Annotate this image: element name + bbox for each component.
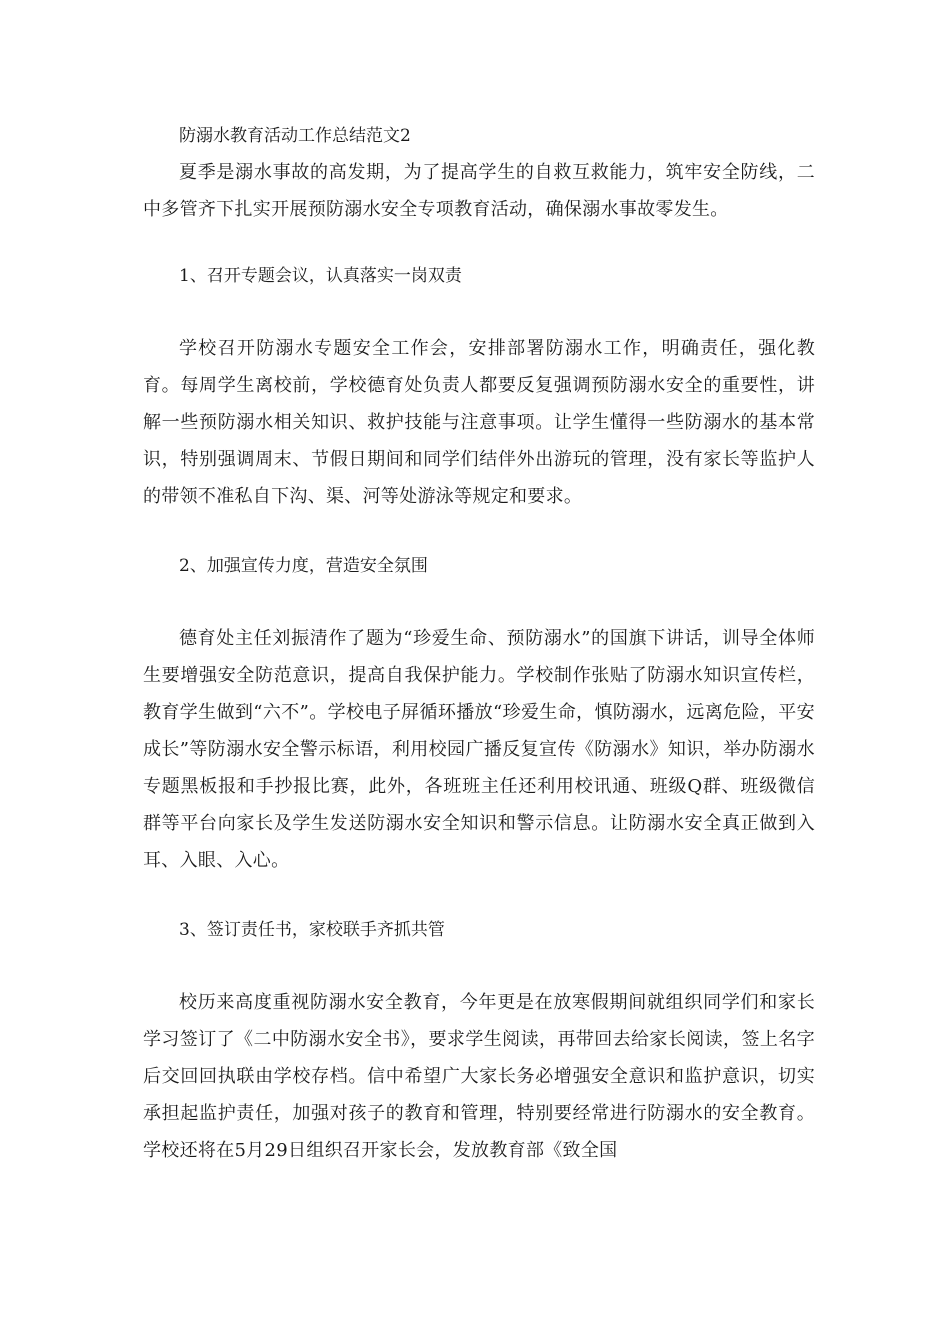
spacer <box>143 585 815 620</box>
spacer <box>143 879 815 912</box>
spacer <box>143 949 815 984</box>
spacer <box>143 295 815 330</box>
document-title: 防溺水教育活动工作总结范文2 <box>179 126 411 146</box>
spacer <box>143 228 815 258</box>
section-heading-3: 3、签订责任书，家校联手齐抓共管 <box>179 920 445 940</box>
section-heading-2: 2、加强宣传力度，营造安全氛围 <box>179 556 428 576</box>
section-body-1: 学校召开防溺水专题安全工作会，安排部署防溺水工作，明确责任，强化教育。每周学生离校前，学校德育处负责人都要反复强调预防溺水安全的重要性，讲解一些预防溺水相关知识、救护技能与注意事项。让学生懂得一些防溺水的基本常识，特别强调周末、节假日期间和同学们结伴外出游玩的管理，没有家长等监护人的带领不准私自下沟、渠、河等处游泳等规定和要求。 <box>143 338 815 507</box>
section-heading-1: 1、召开专题会议，认真落实一岗双责 <box>179 266 462 286</box>
spacer <box>143 515 815 548</box>
intro-paragraph: 夏季是溺水事故的高发期，为了提高学生的自救互救能力，筑牢安全防线，二中多管齐下扎实开展预防溺水安全专项教育活动，确保溺水事故零发生。 <box>143 162 815 220</box>
document-body <box>143 118 815 1169</box>
section-body-3: 校历来高度重视防溺水安全教育，今年更是在放寒假期间就组织同学们和家长学习签订了《二中防溺水安全书》，要求学生阅读，再带回去给家长阅读，签上名字后交回回执联由学校存档。信中希望广大家长务必增强安全意识和监护意识，切实承担起监护责任，加强对孩子的教育和管理，特别要经常进行防溺水的安全教育。学校还将在5月29日组织召开家长会，发放教育部《致全国 <box>143 992 815 1161</box>
section-body-2: 德育处主任刘振清作了题为“珍爱生命、预防溺水”的国旗下讲话，训导全体师生要增强安全防范意识，提高自我保护能力。学校制作张贴了防溺水知识宣传栏，教育学生做到“六不”。学校电子屏循环播放“珍爱生命，慎防溺水，远离危险，平安成长”等防溺水安全警示标语，利用校园广播反复宣传《防溺水》知识，举办防溺水专题黑板报和手抄报比赛，此外，各班班主任还利用校讯通、班级Q群、班级微信群等平台向家长及学生发送防溺水安全知识和警示信息。让防溺水安全真正做到入耳、入眼、入心。 <box>143 628 815 871</box>
